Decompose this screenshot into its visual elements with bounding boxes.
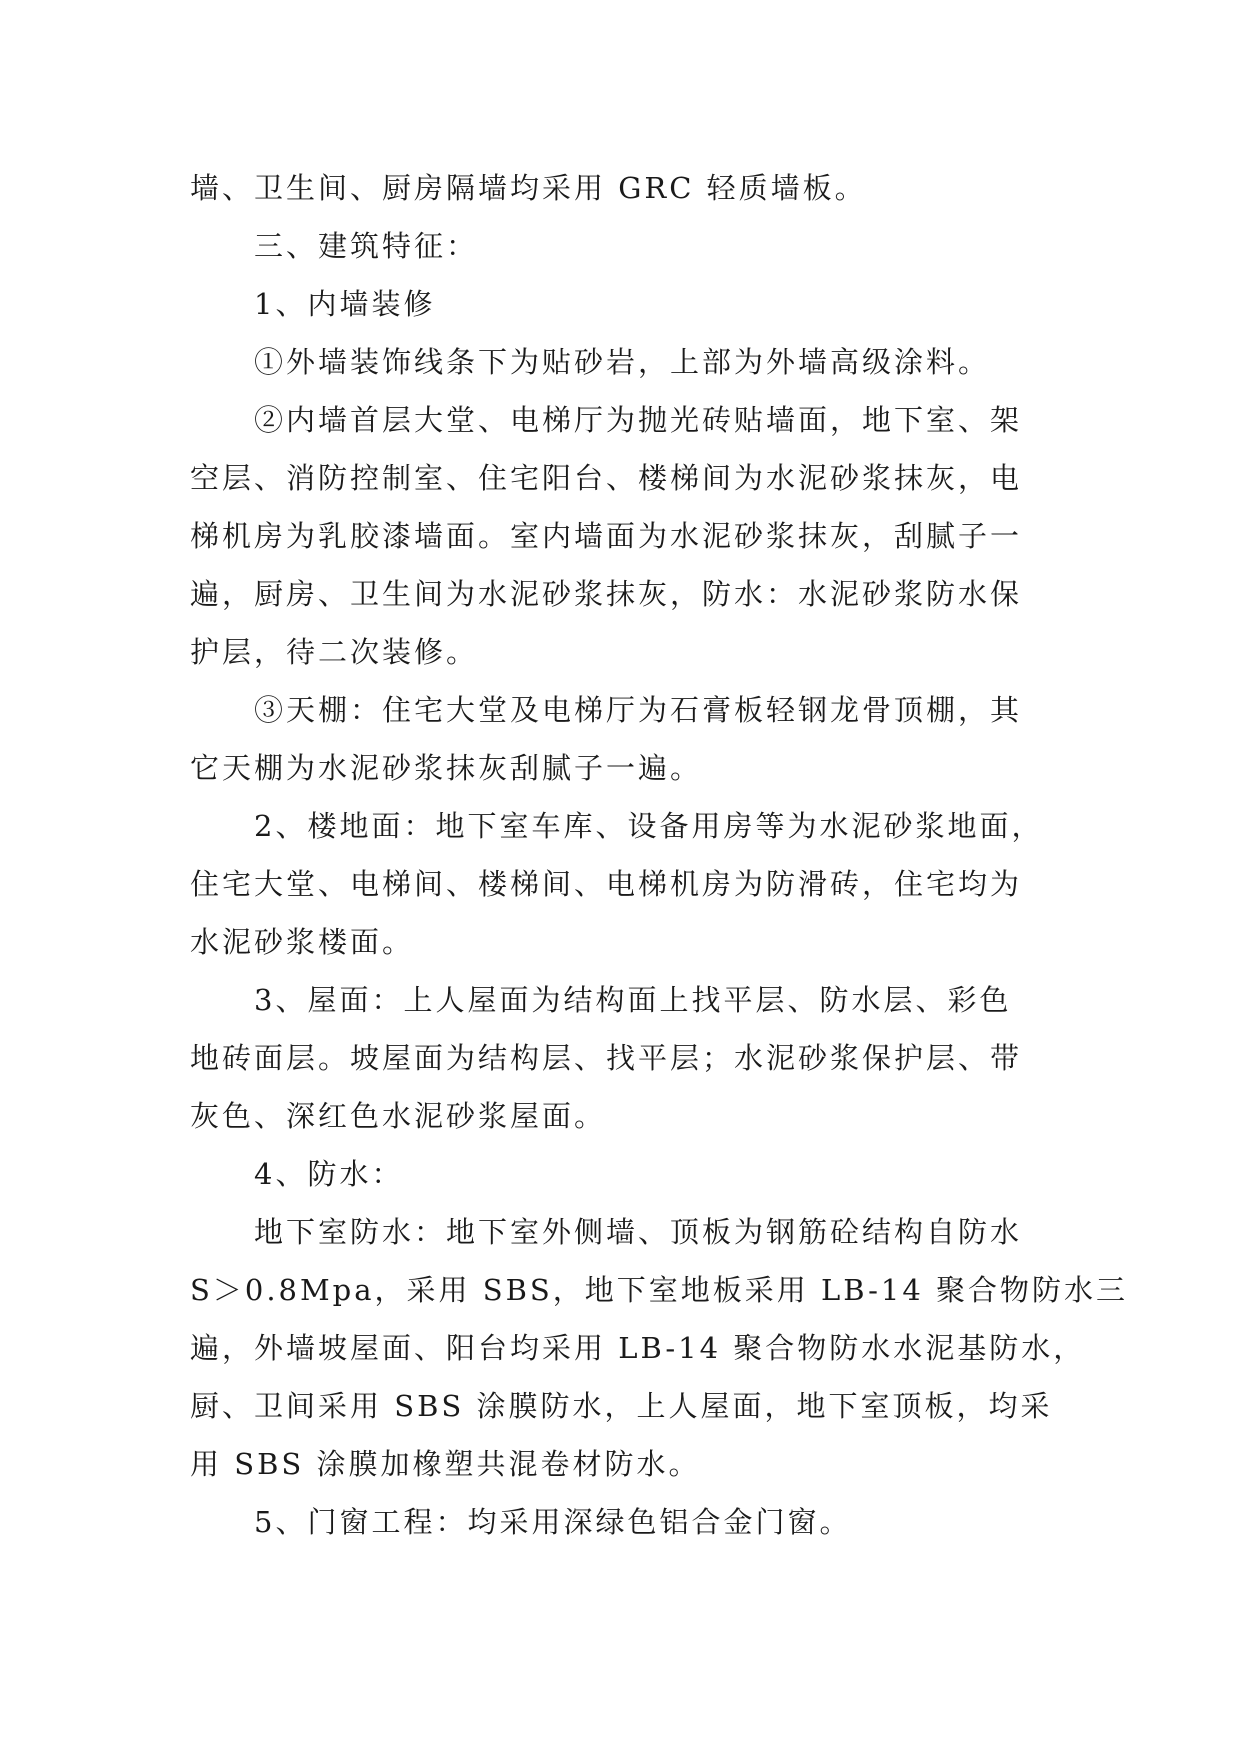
text-line: ①外墙装饰线条下为贴砂岩，上部为外墙高级涂料。 (254, 345, 991, 379)
text-line: ③天棚：住宅大堂及电梯厅为石膏板轻钢龙骨顶棚，其 (254, 693, 1023, 727)
section-heading: 三、建筑特征： (254, 229, 479, 263)
text-line: 地砖面层。坡屋面为结构层、找平层；水泥砂浆保护层、带 (190, 1041, 1023, 1075)
text-line: 地下室防水：地下室外侧墙、顶板为钢筋砼结构自防水 (254, 1215, 1023, 1249)
text-line: 灰色、深红色水泥砂浆屋面。 (190, 1099, 607, 1133)
text-line: 水泥砂浆楼面。 (190, 925, 415, 959)
text-line: 住宅大堂、电梯间、楼梯间、电梯机房为防滑砖，住宅均为 (190, 867, 1023, 901)
text-line: 空层、消防控制室、住宅阳台、楼梯间为水泥砂浆抹灰，电 (190, 461, 1023, 495)
text-line: 遍，外墙坡屋面、阳台均采用 LB-14 聚合物防水水泥基防水， (190, 1331, 1086, 1365)
text-line: 用 SBS 涂膜加橡塑共混卷材防水。 (190, 1447, 701, 1481)
subsection-heading: 4、防水： (254, 1157, 404, 1191)
text-line: S＞0.8Mpa，采用 SBS，地下室地板采用 LB-14 聚合物防水三 (190, 1273, 1129, 1307)
text-line: 梯机房为乳胶漆墙面。室内墙面为水泥砂浆抹灰，刮腻子一 (190, 519, 1023, 553)
text-line: 墙、卫生间、厨房隔墙均采用 GRC 轻质墙板。 (190, 171, 867, 205)
text-line: 它天棚为水泥砂浆抹灰刮腻子一遍。 (190, 751, 703, 785)
text-line: 护层，待二次装修。 (190, 635, 479, 669)
subsection-heading: 1、内墙装修 (254, 287, 436, 321)
subsection-heading: 2、楼地面：地下室车库、设备用房等为水泥砂浆地面， (254, 809, 1044, 843)
text-line: 厨、卫间采用 SBS 涂膜防水，上人屋面，地下室顶板，均采 (190, 1389, 1053, 1423)
text-line: 遍，厨房、卫生间为水泥砂浆抹灰，防水：水泥砂浆防水保 (190, 577, 1023, 611)
subsection-heading: 3、屋面：上人屋面为结构面上找平层、防水层、彩色 (254, 983, 1012, 1017)
text-line: ②内墙首层大堂、电梯厅为抛光砖贴墙面，地下室、架 (254, 403, 1023, 437)
subsection-heading: 5、门窗工程：均采用深绿色铝合金门窗。 (254, 1505, 852, 1539)
